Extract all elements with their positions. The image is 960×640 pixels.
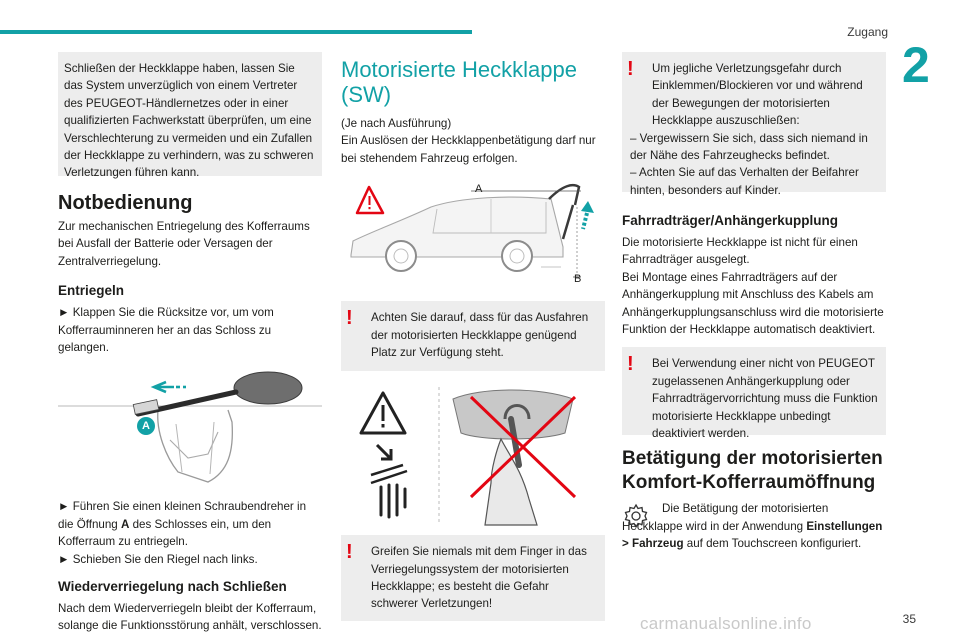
- watermark: carmanualsonline.info: [640, 614, 812, 633]
- figure-finger-warning: [341, 379, 605, 529]
- heading-notbedienung: Notbedienung: [58, 192, 193, 214]
- page-title: Motorisierte Heckklappe (SW): [341, 57, 577, 107]
- column-middle: [341, 57, 605, 621]
- info-box-text: Schließen der Heckklappe haben, lassen Sie das System unverzüglich von einem Vertreter des PEUGEOT-Händlernetzes oder in einer qualifizierten Fachwerkstatt überprüfen, um eine Verschlechterung zu vermeiden und ein Zufallen der Heckklappe zu verhindern, was zu schweren Verletzungen führen kann.: [64, 62, 314, 180]
- step-slide-latch: ► Schieben Sie den Riegel nach links.: [58, 552, 258, 566]
- warning-icon: !: [627, 58, 634, 80]
- warning-injury: ! Um jegliche Verletzungsgefahr durch Einklemmen/Blockieren vor und während der Bewegungen der motorisierten Heckklappe auszuschließen: – Vergewissern Sie sich, dass sich niemand in der Nähe des Fahrzeughecks befindet. – Achten Sie auf das Verhalten der Beifahrer hinten, besonders auf Kinder.: [622, 52, 886, 192]
- lock-illustration: [58, 362, 322, 490]
- bike-rack-text-1: Die motorisierte Heckklappe ist nicht für einen Fahrradträger ausgelegt.: [622, 236, 858, 267]
- figure-label-b: B: [574, 273, 582, 286]
- figure-car-tailgate: [341, 177, 605, 287]
- settings-note: [622, 500, 886, 552]
- bike-rack-text-2: Bei Montage eines Fahrradträgers auf der Anhängerkupplung mit Anschluss des Kabels am Anhängerkupplungsanschluss wird die motorisierte Funktion der Heckklappe automatisch deaktiviert.: [622, 270, 884, 337]
- column-right: [622, 52, 886, 553]
- page-number: 35: [902, 612, 916, 626]
- figure-label-a: A: [475, 183, 483, 196]
- version-note: (Je nach Ausführung): [341, 117, 452, 130]
- step-fold-seats: ► Klappen Sie die Rücksitze vor, um vom Kofferrauminneren her an das Schloss zu gelangen.: [58, 306, 274, 355]
- heading-bike-rack: Fahrradträger/Anhängerkupplung: [622, 213, 839, 228]
- warning-icon: !: [346, 541, 353, 564]
- heading-entriegeln: Entriegeln: [58, 283, 125, 299]
- figure-lock-screwdriver: [58, 362, 322, 490]
- settings-text: Die Betätigung der motorisierten Heckklappe wird in der Anwendung Einstellungen > Fahrzeug auf dem Touchscreen konfiguriert.: [622, 502, 883, 551]
- step-insert-screwdriver: ► Führen Sie einen kleinen Schraubendreher in die Öffnung A des Schlosses ein, um den Kofferraum zu entriegeln.: [58, 500, 307, 549]
- section-title: Zugang: [847, 25, 888, 39]
- relock-text: Nach dem Wiederverriegeln bleibt der Kofferraum, solange die Funktionsstörung anhält, verschlossen.: [58, 602, 322, 633]
- warning-icon: !: [346, 307, 353, 330]
- chapter-number: 2: [902, 37, 930, 93]
- warning-towbar: ! Bei Verwendung einer nicht von PEUGEOT zugelassenen Anhängerkupplung oder Fahrradträgervorrichtung muss die Funktion motorisierte Heckklappe unbedingt deaktiviert werden.: [622, 347, 886, 435]
- warning-space: ! Achten Sie darauf, dass für das Ausfahren der motorisierten Heckklappe genügend Platz zur Verfügung steht.: [341, 301, 605, 371]
- column-left: [58, 52, 322, 635]
- car-side-illustration: [341, 177, 605, 287]
- finger-warning-illustration: [341, 379, 605, 529]
- gear-icon: [622, 502, 650, 530]
- header-accent-bar: [0, 30, 472, 34]
- heading-comfort-opening: Betätigung der motorisierten Komfort-Kofferraumöffnung: [622, 448, 883, 494]
- warning-finger: ! Greifen Sie niemals mit dem Finger in das Verriegelungssystem der motorisierten Heckklappe; es besteht die Gefahr schwerer Verletzungen!: [341, 535, 605, 621]
- warning-icon: !: [627, 353, 634, 376]
- figure-label-a: A: [137, 417, 155, 435]
- heading-relock: Wiederverriegelung nach Schließen: [58, 579, 287, 595]
- info-box-continued: [58, 52, 322, 180]
- emergency-intro: Zur mechanischen Entriegelung des Kofferraums bei Ausfall der Batterie oder Versagen der Zentralverriegelung.: [58, 220, 310, 268]
- tailgate-intro: Ein Auslösen der Heckklappenbetätigung darf nur bei stehendem Fahrzeug erfolgen.: [341, 134, 596, 165]
